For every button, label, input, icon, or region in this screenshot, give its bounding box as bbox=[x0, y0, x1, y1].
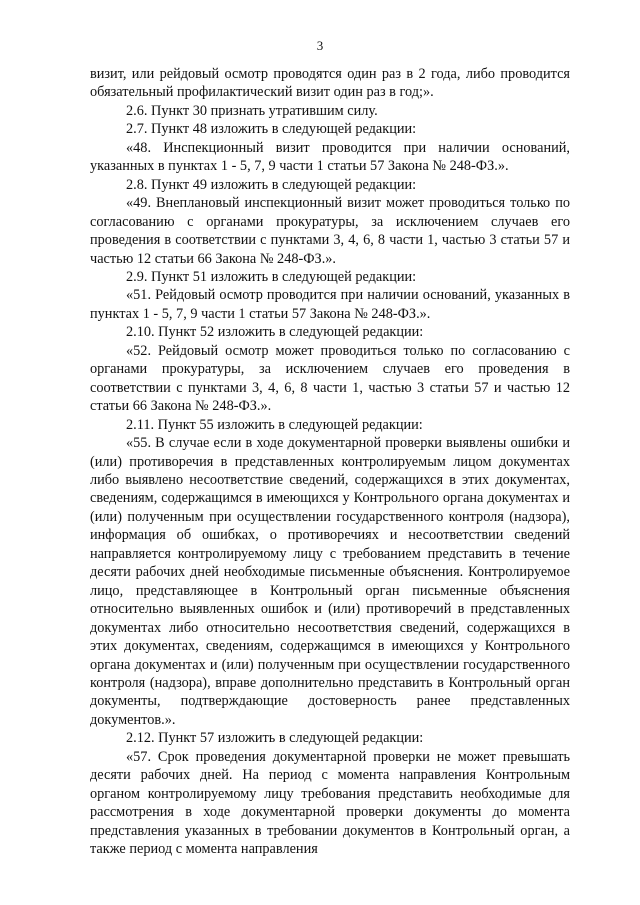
paragraph-point-48: «48. Инспекционный визит проводится при наличии оснований, указанных в пунктах 1 - 5, 7, 9 части 1 статьи 57 Закона № 248-ФЗ.». bbox=[90, 139, 570, 175]
paragraph-item-2-6: 2.6. Пункт 30 признать утратившим силу. bbox=[126, 102, 378, 119]
paragraph-item-2-8: 2.8. Пункт 49 изложить в следующей редакции: bbox=[126, 176, 417, 193]
paragraph-continuation: визит, или рейдовый осмотр проводятся один раз в 2 года, либо проводится обязательный профилактический визит один раз в год;». bbox=[90, 66, 570, 101]
page-number: 3 bbox=[316, 38, 324, 53]
document-body bbox=[90, 65, 570, 858]
paragraph-point-57: «57. Срок проведения документарной проверки не может превышать десяти рабочих дней. На период с момента направления Контрольным органом контролируемому лицу требования представить необходимые для рассмотрения в ходе документарной проверки документы до момента представления указанных в требовании документов в Контрольный орган, а также период с момента направления bbox=[90, 748, 570, 858]
paragraph-point-55: «55. В случае если в ходе документарной проверки выявлены ошибки и (или) противоречия в представленных контролируемым лицом документах либо выявлено несоответствие сведений, содержащихся в этих документах, сведениям, содержащимся в имеющихся у Контрольного органа документах и (или) полученным при осуществлении государственного контроля (надзора), информация об ошибках, о противоречиях и несоответствии сведений направляется контролируемому лицу с требованием представить в течение десяти рабочих дней необходимые письменные объяснения. Контролируемое лицо, представляющее в Контрольный орган письменные объяснения относительно выявленных ошибок и (или) противоречий в представленных документах либо относительно несоответствия сведений, содержащихся в этих документах, сведениям, содержащимся в имеющихся у Контрольного органа документах и (или) полученным при осуществлении государственного контроля (надзора), вправе дополнительно представить в Контрольный орган документы, подтверждающие достоверность ранее представленных документов.». bbox=[90, 435, 570, 728]
paragraph-item-2-12: 2.12. Пункт 57 изложить в следующей редакции: bbox=[126, 730, 424, 747]
paragraph-item-2-10: 2.10. Пункт 52 изложить в следующей редакции: bbox=[126, 324, 424, 341]
paragraph-point-51: «51. Рейдовый осмотр проводится при наличии оснований, указанных в пунктах 1 - 5, 7, 9 части 1 статьи 57 Закона № 248-ФЗ.». bbox=[90, 287, 570, 322]
paragraph-item-2-9: 2.9. Пункт 51 изложить в следующей редакции: bbox=[126, 268, 417, 285]
paragraph-item-2-11: 2.11. Пункт 55 изложить в следующей редакции: bbox=[126, 416, 423, 433]
paragraph-item-2-7: 2.7. Пункт 48 изложить в следующей редакции: bbox=[126, 121, 417, 138]
paragraph-point-49: «49. Внеплановый инспекционный визит может проводиться только по согласованию с органами прокуратуры, за исключением случаев его проведения в соответствии с пунктами 3, 4, 6, 8 части 1, частью 3 статьи 57 и частью 12 статьи 66 Закона № 248-ФЗ.». bbox=[90, 195, 570, 267]
paragraph-point-52: «52. Рейдовый осмотр может проводиться только по согласованию с органами прокуратуры, за исключением случаев его проведения в соответствии с пунктами 3, 4, 6, 8 части 1, частью 3 статьи 57 и частью 12 статьи 66 Закона № 248-ФЗ.». bbox=[90, 342, 570, 415]
